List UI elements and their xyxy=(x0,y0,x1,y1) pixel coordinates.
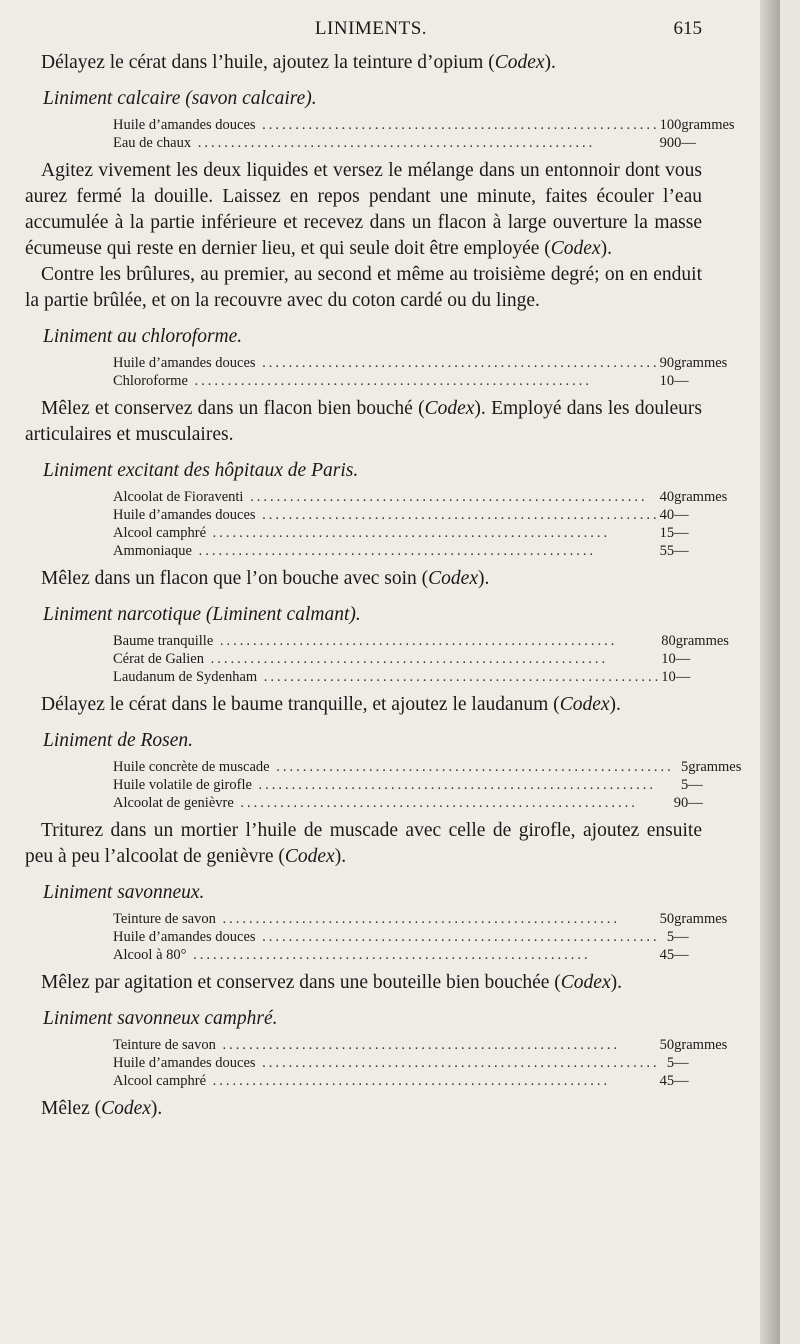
ingredient-quantity: 5 xyxy=(680,759,689,775)
section-paragraph: Mêlez et conservez dans un flacon bien bouché (Codex). Employé dans les douleurs articulaires et musculaires. xyxy=(25,398,702,445)
ingredient-unit: — xyxy=(688,795,703,811)
ingredient-quantity: 100 xyxy=(659,117,682,133)
section-paragraph: Contre les brûlures, au premier, au second et même au troisième degré; on en enduit la partie brûlée, et on la recouvre avec du coton cardé ou du linge. xyxy=(25,264,702,311)
ingredient-quantity: 55 xyxy=(659,543,675,559)
dot-leader: ............................................................ xyxy=(213,633,618,649)
ingredient-name: Cérat de Galien xyxy=(113,651,204,667)
ingredient-unit: — xyxy=(674,1055,689,1071)
ingredient-row xyxy=(113,668,729,686)
liniment-section xyxy=(25,458,728,592)
liniment-section xyxy=(25,602,729,718)
page-number: 615 xyxy=(673,18,702,39)
ingredient-quantity: 5 xyxy=(666,1055,675,1071)
ingredient-unit: — xyxy=(674,507,689,523)
dot-leader: ............................................................ xyxy=(215,911,620,927)
ingredient-name: Huile d’amandes douces xyxy=(113,1055,256,1071)
dot-leader: ............................................................ xyxy=(255,507,660,523)
ingredient-unit: — xyxy=(675,669,691,685)
ingredient-quantity: 10 xyxy=(661,651,676,667)
section-heading: Liniment savonneux. xyxy=(43,882,205,903)
dot-leader: ............................................................ xyxy=(204,651,609,667)
dot-leader: ............................................................ xyxy=(233,795,638,811)
ingredient-unit: — xyxy=(674,929,689,945)
section-heading: Liniment au chloroforme. xyxy=(43,326,243,347)
ingredient-name: Baume tranquille xyxy=(113,633,214,649)
ingredient-unit: — xyxy=(674,373,689,389)
section-paragraph: Mêlez (Codex). xyxy=(41,1098,163,1119)
ingredient-row xyxy=(113,1072,727,1090)
dot-leader: ............................................................ xyxy=(255,355,660,371)
ingredient-table xyxy=(113,354,727,390)
ingredient-name: Alcool à 80° xyxy=(113,947,187,963)
liniment-section xyxy=(25,86,735,314)
ingredient-name: Huile concrète de muscade xyxy=(113,759,270,775)
ingredient-table xyxy=(113,1036,727,1090)
ingredient-quantity: 5 xyxy=(666,929,675,945)
section-heading: Liniment savonneux camphré. xyxy=(43,1008,278,1029)
dot-leader: ............................................................ xyxy=(191,135,596,151)
ingredient-quantity: 50 xyxy=(659,911,675,927)
ingredient-unit: grammes xyxy=(674,911,728,927)
ingredient-row xyxy=(113,506,727,524)
section-paragraph: Agitez vivement les deux liquides et versez le mélange dans un entonnoir dont vous aurez fermé la douille. Laissez en repos pendant une minute, faites écouler l’eau accumulée à la partie inférieure et recevez dans un flacon à large ouverture la masse écumeuse qui reste en dernier lieu, et qui seule doit être employée (Codex). xyxy=(25,160,702,259)
liniment-section xyxy=(25,880,728,996)
ingredient-table xyxy=(113,758,741,812)
ingredient-quantity: 80 xyxy=(661,633,676,649)
ingredient-row xyxy=(113,946,727,964)
running-header xyxy=(40,18,702,44)
ingredient-table xyxy=(113,116,735,152)
ingredient-row xyxy=(113,910,727,928)
dot-leader: ............................................................ xyxy=(191,543,597,559)
ingredient-row xyxy=(113,542,727,560)
ingredient-quantity: 50 xyxy=(659,1037,675,1053)
ingredient-unit: — xyxy=(681,135,696,151)
ingredient-unit: — xyxy=(675,651,691,667)
section-paragraph: Mêlez par agitation et conservez dans une bouteille bien bouchée (Codex). xyxy=(41,972,622,993)
dot-leader: ............................................................ xyxy=(255,1055,660,1071)
ingredient-row xyxy=(113,776,741,794)
ingredient-row xyxy=(113,794,741,812)
ingredient-table xyxy=(113,910,727,964)
ingredient-name: Huile d’amandes douces xyxy=(113,507,256,523)
ingredient-name: Huile volatile de girofle xyxy=(113,777,252,793)
ingredient-name: Chloroforme xyxy=(113,373,188,389)
ingredient-name: Huile d’amandes douces xyxy=(113,355,256,371)
dot-leader: ............................................................ xyxy=(206,1073,611,1089)
ingredient-unit: — xyxy=(674,947,689,963)
section-paragraph: Mêlez dans un flacon que l’on bouche avec soin (Codex). xyxy=(41,568,490,589)
liniment-section xyxy=(25,1006,728,1122)
ingredient-row xyxy=(113,524,727,542)
ingredient-unit: grammes xyxy=(674,355,728,371)
ingredient-table xyxy=(113,488,727,560)
ingredient-row xyxy=(113,134,735,152)
dot-leader: ............................................................ xyxy=(255,117,660,133)
ingredient-name: Huile d’amandes douces xyxy=(113,929,256,945)
ingredient-row xyxy=(113,928,727,946)
ingredient-row xyxy=(113,488,727,506)
ingredient-name: Teinture de savon xyxy=(113,911,216,927)
ingredient-row xyxy=(113,632,729,650)
ingredient-name: Eau de chaux xyxy=(113,135,192,151)
ingredient-quantity: 15 xyxy=(659,525,675,541)
ingredient-name: Alcool camphré xyxy=(113,1073,207,1089)
ingredient-name: Ammoniaque xyxy=(113,543,192,559)
running-title: LINIMENTS. xyxy=(314,18,428,39)
ingredient-name: Alcoolat de genièvre xyxy=(113,795,234,811)
ingredient-unit: grammes xyxy=(681,117,735,133)
ingredient-name: Laudanum de Sydenham xyxy=(113,669,258,685)
ingredient-quantity: 10 xyxy=(659,373,675,389)
ingredient-unit: grammes xyxy=(688,759,742,775)
ingredient-name: Huile d’amandes douces xyxy=(113,117,256,133)
section-heading: Liniment excitant des hôpitaux de Paris. xyxy=(43,460,359,481)
ingredient-quantity: 5 xyxy=(680,777,689,793)
dot-leader: ............................................................ xyxy=(251,777,657,793)
ingredient-quantity: 40 xyxy=(659,489,675,505)
dot-leader: ............................................................ xyxy=(257,669,662,685)
ingredient-row xyxy=(113,1054,727,1072)
ingredient-name: Alcool camphré xyxy=(113,525,207,541)
ingredient-row xyxy=(113,354,727,372)
ingredient-unit: — xyxy=(674,1073,689,1089)
liniment-section xyxy=(25,728,742,870)
ingredient-unit: — xyxy=(674,525,689,541)
ingredient-name: Alcoolat de Fioraventi xyxy=(113,489,244,505)
dot-leader: ............................................................ xyxy=(255,929,660,945)
ingredient-quantity: 90 xyxy=(659,355,675,371)
ingredient-row xyxy=(113,758,741,776)
ingredient-table xyxy=(113,632,729,686)
intro-paragraph: Délayez le cérat dans l’huile, ajoutez la teinture d’opium (Codex). xyxy=(41,52,556,73)
dot-leader: ............................................................ xyxy=(206,525,611,541)
ingredient-unit: grammes xyxy=(674,489,728,505)
ingredient-name: Teinture de savon xyxy=(113,1037,216,1053)
ingredient-quantity: 40 xyxy=(659,507,675,523)
section-paragraph: Triturez dans un mortier l’huile de muscade avec celle de girofle, ajoutez ensuite peu à peu l’alcoolat de genièvre (Codex). xyxy=(25,820,702,867)
section-heading: Liniment calcaire (savon calcaire). xyxy=(43,88,317,109)
ingredient-row xyxy=(113,650,729,668)
dot-leader: ............................................................ xyxy=(269,759,674,775)
ingredient-unit: grammes xyxy=(674,1037,728,1053)
page-body xyxy=(25,50,742,1122)
section-paragraph: Délayez le cérat dans le baume tranquille, et ajoutez le laudanum (Codex). xyxy=(41,694,621,715)
ingredient-quantity: 90 xyxy=(673,795,689,811)
ingredient-unit: grammes xyxy=(675,633,729,649)
ingredient-row xyxy=(113,116,735,134)
ingredient-unit: — xyxy=(688,777,703,793)
ingredient-quantity: 10 xyxy=(661,669,676,685)
ingredient-quantity: 45 xyxy=(659,947,675,963)
section-heading: Liniment de Rosen. xyxy=(43,730,194,751)
dot-leader: ............................................................ xyxy=(186,947,591,963)
section-heading: Liniment narcotique (Liminent calmant). xyxy=(43,604,361,625)
ingredient-quantity: 900 xyxy=(659,135,682,151)
book-binding-edge xyxy=(760,0,780,1344)
dot-leader: ............................................................ xyxy=(215,1037,620,1053)
dot-leader: ............................................................ xyxy=(243,489,648,505)
dot-leader: ............................................................ xyxy=(187,373,593,389)
ingredient-row xyxy=(113,372,727,390)
ingredient-row xyxy=(113,1036,727,1054)
liniment-section xyxy=(25,324,728,448)
ingredient-quantity: 45 xyxy=(659,1073,675,1089)
ingredient-unit: — xyxy=(674,543,689,559)
